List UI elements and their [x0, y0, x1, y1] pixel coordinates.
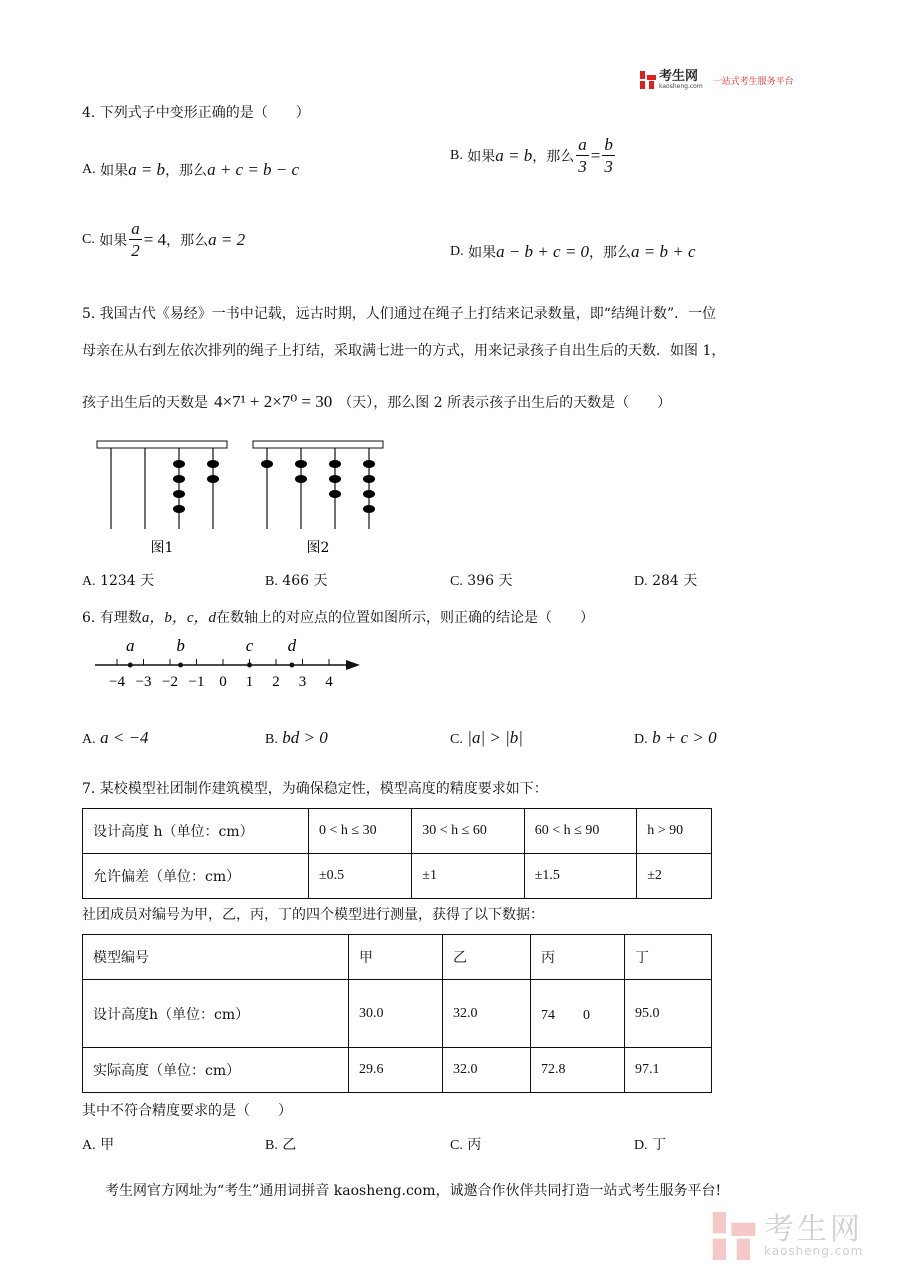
- fraction: [129, 220, 142, 259]
- q5-text: 孩子出生后的天数是: [82, 395, 208, 411]
- figure-1: [97, 441, 227, 529]
- table-cell: 0 < h ≤ 30: [309, 809, 412, 854]
- option-label: D.: [450, 244, 464, 259]
- table-row: [83, 980, 712, 1048]
- knot: [363, 460, 375, 468]
- q7-option-d[interactable]: [634, 1134, 666, 1154]
- option-text: 甲: [100, 1137, 115, 1153]
- math: a = b + c: [631, 242, 696, 261]
- table-cell: ±1.5: [524, 854, 636, 899]
- q6-text: 在数轴上的对应点的位置如图所示，则正确的结论是（ ）: [215, 610, 594, 626]
- table-cell: 乙: [443, 935, 531, 980]
- q4-option-a[interactable]: [82, 160, 299, 180]
- option-text: ，那么: [589, 245, 632, 261]
- q7-option-b[interactable]: [265, 1134, 296, 1154]
- header-logo: [640, 70, 794, 91]
- measurement-table: [82, 934, 712, 1093]
- table-cell: 30.0: [349, 980, 443, 1048]
- axis-tick-label: −2: [162, 674, 178, 690]
- knot: [329, 475, 341, 483]
- table-cell: 72.8: [531, 1048, 625, 1093]
- table-cell: 32.0: [443, 1048, 531, 1093]
- math: b + c > 0: [652, 728, 717, 747]
- q6-stem: [82, 606, 594, 627]
- knot: [173, 475, 185, 483]
- q5-line3: [82, 392, 671, 412]
- knot: [329, 490, 341, 498]
- q4-stem: 4. 下列式子中变形正确的是（ ）: [82, 105, 310, 121]
- table-cell: ±1: [412, 854, 524, 899]
- math: a + c = b − c: [207, 160, 300, 179]
- axis-tick-label: 4: [325, 674, 333, 690]
- option-label: C.: [450, 1138, 463, 1153]
- q5-option-c[interactable]: [450, 570, 512, 590]
- option-text: 如果: [468, 245, 497, 261]
- knot: [363, 505, 375, 513]
- axis-tick-label: 0: [219, 674, 227, 690]
- q4-option-c[interactable]: [82, 220, 245, 259]
- option-text: ，那么: [166, 232, 209, 249]
- knot: [295, 475, 307, 483]
- axis-tick-label: −1: [188, 674, 205, 690]
- axis-tick-label: 3: [298, 674, 307, 690]
- table-cell: 60 < h ≤ 90: [524, 809, 636, 854]
- table-cell: 74 0: [531, 980, 625, 1048]
- q5-line1: 5. 我国古代《易经》一书中记载，远古时期，人们通过在绳子上打结来记录数量，即“结绳计数”．一位: [82, 306, 717, 322]
- q6-option-a[interactable]: [82, 728, 149, 748]
- option-text: 1234 天: [100, 573, 155, 589]
- slogan: 一站式考生服务平台: [712, 76, 794, 87]
- knot: [329, 460, 341, 468]
- axis-arrow-icon: [346, 660, 360, 670]
- table-cell: 30 < h ≤ 60: [412, 809, 524, 854]
- watermark-text: 考生网: [764, 1211, 863, 1247]
- table-cell: 设计高度h（单位：cm）: [83, 980, 349, 1048]
- q5-option-b[interactable]: [265, 570, 327, 590]
- table-cell: 设计高度 h（单位：cm）: [83, 809, 309, 854]
- option-text: 如果: [467, 148, 496, 165]
- axis-ticks: [109, 659, 333, 690]
- table-cell: h > 90: [637, 809, 712, 854]
- q6-option-b[interactable]: [265, 728, 328, 748]
- axis-tick-label: −4: [109, 674, 125, 690]
- option-label: D.: [634, 574, 648, 589]
- knot: [295, 460, 307, 468]
- figure-1-caption: 图1: [150, 540, 174, 556]
- table-cell: 29.6: [349, 1048, 443, 1093]
- axis-tick-label: 1: [245, 674, 254, 690]
- knot: [173, 490, 185, 498]
- watermark-sub: kaosheng.com: [764, 1244, 864, 1259]
- option-text: ，那么: [165, 163, 208, 179]
- knot: [173, 505, 185, 513]
- table-cell: 32.0: [443, 980, 531, 1048]
- math: a < −4: [100, 728, 149, 747]
- fraction-denominator: 3: [604, 157, 613, 176]
- fraction-denominator: 2: [131, 241, 140, 260]
- knot: [363, 475, 375, 483]
- fraction-numerator: a: [578, 135, 587, 154]
- table-cell: 95.0: [625, 980, 712, 1048]
- table-row: [83, 935, 712, 980]
- fraction-numerator: a: [131, 219, 140, 238]
- logo-sub: kaosheng.com: [659, 83, 703, 91]
- number-line: [90, 634, 370, 694]
- math: =: [590, 145, 601, 165]
- table-cell: ±2: [637, 854, 712, 899]
- table-cell: 97.1: [625, 1048, 712, 1093]
- q5-option-a[interactable]: [82, 570, 154, 590]
- axis-point-label: b: [176, 636, 185, 655]
- axis-point-c: [247, 663, 252, 668]
- axis-tick-label: 2: [272, 674, 280, 690]
- math: a = b: [128, 160, 166, 179]
- rope-bar: [97, 441, 227, 448]
- option-text: 丁: [652, 1137, 667, 1153]
- axis-points: [126, 636, 297, 668]
- option-text: 284 天: [652, 573, 698, 589]
- footer-text: 考生网官方网址为“考生”通用词拼音 kaosheng.com，诚邀合作伙伴共同打造一站式考生服务平台!: [105, 1183, 722, 1199]
- kaosheng-watermark-icon: [712, 1212, 756, 1260]
- option-label: A.: [82, 1138, 96, 1153]
- option-label: A.: [82, 732, 96, 747]
- table-cell: ±0.5: [309, 854, 412, 899]
- option-label: C.: [82, 231, 95, 247]
- watermark-logo: [712, 1212, 863, 1260]
- option-label: D.: [634, 1138, 648, 1153]
- knot: [207, 460, 219, 468]
- q7-stem: 7. 某校模型社团制作建筑模型，为确保稳定性，模型高度的精度要求如下：: [82, 781, 548, 797]
- option-text: 如果: [100, 163, 129, 179]
- fraction-numerator: b: [604, 135, 613, 154]
- option-label: D.: [634, 732, 648, 747]
- q6-vars: a，b，c，d: [141, 610, 216, 626]
- q5-option-d[interactable]: [634, 570, 697, 590]
- math: = 4: [143, 229, 167, 249]
- knot: [261, 460, 273, 468]
- logo-text: 考生网: [659, 69, 699, 84]
- knot: [173, 460, 185, 468]
- figure-2: [253, 441, 383, 529]
- table-cell: 允许偏差（单位：cm）: [83, 854, 309, 899]
- fraction: [602, 136, 615, 175]
- axis-point-label: a: [126, 636, 135, 655]
- table-cell: 实际高度（单位：cm）: [83, 1048, 349, 1093]
- option-label: A.: [82, 162, 96, 177]
- kaosheng-logo-icon: [640, 71, 656, 89]
- option-text: ，那么: [532, 148, 575, 165]
- knot-figures: [90, 436, 400, 561]
- q7-option-a[interactable]: [82, 1134, 114, 1154]
- table-cell: 丁: [625, 935, 712, 980]
- option-label: B.: [265, 574, 278, 589]
- option-label: B.: [265, 1138, 278, 1153]
- option-text: 466 天: [282, 573, 328, 589]
- math: a = 2: [208, 229, 246, 249]
- table-cell: 丙: [531, 935, 625, 980]
- q4-option-b[interactable]: [450, 136, 617, 175]
- q7-option-c[interactable]: [450, 1134, 481, 1154]
- table-cell: 模型编号: [83, 935, 349, 980]
- q6-text: 6. 有理数: [82, 610, 142, 626]
- tolerance-table: [82, 808, 712, 899]
- axis-tick-label: −3: [135, 674, 152, 690]
- axis-point-label: d: [287, 636, 297, 655]
- q5-text: （天），那么图 2 所表示孩子出生后的天数是（ ）: [338, 395, 672, 411]
- option-text: 乙: [282, 1137, 297, 1153]
- q6-option-d[interactable]: [634, 728, 717, 748]
- option-text: 如果: [99, 232, 128, 249]
- axis-point-b: [178, 663, 183, 668]
- table-row: [83, 1048, 712, 1093]
- axis-point-a: [128, 663, 133, 668]
- option-label: A.: [82, 574, 96, 589]
- axis-point-d: [289, 663, 294, 668]
- math: a − b + c = 0: [496, 242, 590, 261]
- q6-option-c[interactable]: [450, 728, 523, 748]
- q4-option-d[interactable]: [450, 242, 696, 262]
- table-row: [83, 854, 712, 899]
- option-text: 丙: [467, 1137, 482, 1153]
- q7-mid: 社团成员对编号为甲，乙，丙，丁的四个模型进行测量，获得了以下数据：: [82, 907, 544, 923]
- rope-bar: [253, 441, 383, 448]
- option-label: C.: [450, 574, 463, 589]
- math: |a| > |b|: [467, 728, 523, 747]
- option-label: B.: [265, 732, 278, 747]
- q5-formula: 4×7¹ + 2×7⁰ = 30: [214, 392, 333, 411]
- table-cell: 甲: [349, 935, 443, 980]
- q7-question: 其中不符合精度要求的是（ ）: [82, 1103, 292, 1119]
- q5-line2: 母亲在从右到左依次排列的绳子上打结，采取满七进一的方式，用来记录孩子自出生后的天数．如图 1，: [82, 343, 726, 359]
- fraction-denominator: 3: [578, 157, 587, 176]
- figure-2-caption: 图2: [306, 540, 330, 556]
- option-text: 396 天: [467, 573, 513, 589]
- math: a = b: [495, 145, 533, 165]
- option-label: C.: [450, 732, 463, 747]
- axis-point-label: c: [245, 636, 254, 655]
- fraction: [576, 136, 589, 175]
- table-row: [83, 809, 712, 854]
- knot: [363, 490, 375, 498]
- option-label: B.: [450, 147, 463, 163]
- math: bd > 0: [282, 728, 328, 747]
- knot: [207, 475, 219, 483]
